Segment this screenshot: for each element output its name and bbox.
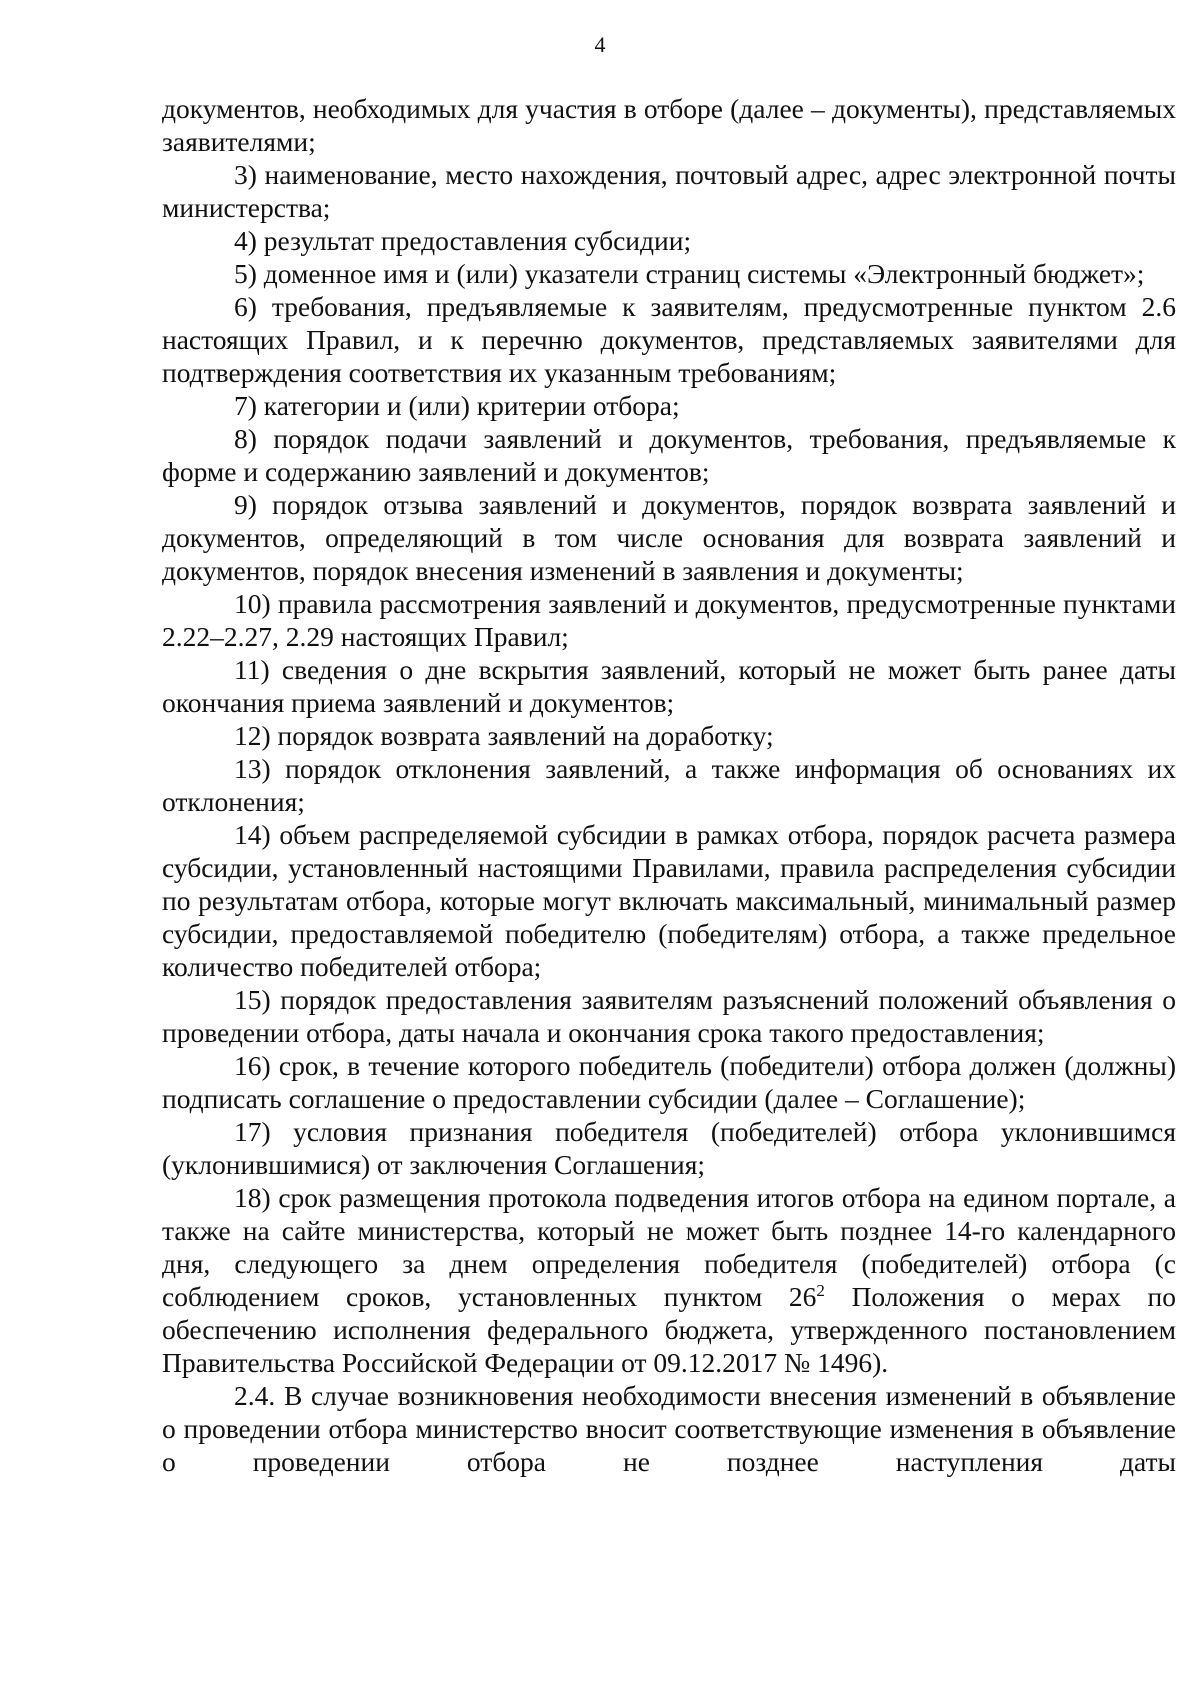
list-item-4: 4) результат предоставления субсидии; (234, 225, 692, 256)
list-item-11: 11) сведения о дне вскрытия заявлений, который не может быть ранее даты окончания приема заявлений и документов; (162, 654, 1176, 718)
list-item-3: 3) наименование, место нахождения, почтовый адрес, адрес электронной почты министерства; (162, 159, 1176, 223)
list-item-10: 10) правила рассмотрения заявлений и документов, предусмотренные пунктами 2.22–2.27, 2.29 настоящих Правил; (162, 588, 1176, 652)
page-number: 4 (594, 32, 606, 57)
list-item-9: 9) порядок отзыва заявлений и документов, порядок возврата заявлений и документов, определяющий в том числе основания для возврата заявлений и документов, порядок внесения изменений в заявления и документы; (162, 489, 1176, 586)
list-item-6: 6) требования, предъявляемые к заявителям, предусмотренные пунктом 2.6 настоящих Правил, и к перечню документов, представляемых заявителями для подтверждения соответствия их указанным требованиям; (162, 291, 1176, 388)
list-item-5: 5) доменное имя и (или) указатели страниц системы «Электронный бюджет»; (234, 258, 1145, 289)
list-item-13: 13) порядок отклонения заявлений, а также информация об основаниях их отклонения; (162, 753, 1176, 817)
list-item-18-text-end: Положения о мерах по обеспечению исполнения федерального бюджета, утвержденного постановлением Правительства Российской Федерации от 09.12.2017 № 1496). (162, 1281, 1176, 1378)
list-item-18-text-start: 18) срок размещения протокола подведения итогов отбора на едином портале, а также на сайте министерства, который не может быть позднее 14-го календарного дня, следующего за днем определения победителя (победителей) отбора (с соблюдением сроков, установленных пунктом 26 (162, 1182, 1176, 1312)
superscript-number: 2 (816, 1280, 825, 1300)
list-item-14: 14) объем распределяемой субсидии в рамках отбора, порядок расчета размера субсидии, установленный настоящими Правилами, правила распределения субсидии по результатам отбора, которые могут включать максимальный, минимальный размер субсидии, предоставляемой победителю (победителям) отбора, а также предельное количество победителей отбора; (162, 819, 1176, 982)
list-item-16: 16) срок, в течение которого победитель (победители) отбора должен (должны) подписать соглашение о предоставлении субсидии (далее – Соглашение); (162, 1050, 1176, 1114)
document-body (162, 92, 1176, 1478)
paragraph-continuation: документов, необходимых для участия в отборе (далее – документы), представляемых заявителями; (162, 93, 1176, 157)
list-item-18 (162, 1181, 1176, 1379)
list-item-7: 7) категории и (или) критерии отбора; (234, 390, 680, 421)
list-item-12: 12) порядок возврата заявлений на доработку; (234, 720, 774, 751)
list-item-15: 15) порядок предоставления заявителям разъяснений положений объявления о проведении отбора, даты начала и окончания срока такого предоставления; (162, 984, 1176, 1048)
list-item-17: 17) условия признания победителя (победителей) отбора уклонившимся (уклонившимися) от заключения Соглашения; (162, 1116, 1176, 1180)
list-item-8: 8) порядок подачи заявлений и документов, требования, предъявляемые к форме и содержанию заявлений и документов; (162, 423, 1176, 487)
section-2-4-paragraph: 2.4. В случае возникновения необходимости внесения изменений в объявление о проведении отбора министерство вносит соответствующие изменения в объявление о проведении отбора не позднее наступления даты (162, 1380, 1176, 1477)
